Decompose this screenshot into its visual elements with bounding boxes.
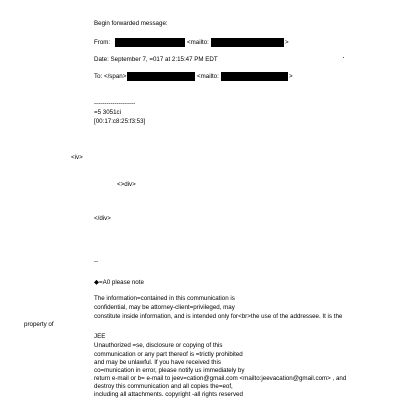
from-close: >: [285, 39, 289, 46]
mac-address-line: [00:17:c8:25:f3:53]: [94, 118, 146, 125]
dash-line: --------------------: [94, 100, 136, 107]
disclaimer-line-7: communication or any part thereof is =trictly prohibited: [94, 351, 243, 358]
note-text: =A0 please note: [99, 279, 144, 286]
redaction-from-name: [115, 38, 185, 47]
disclaimer-line-11: destroy this communication and all copies the=eof,: [94, 383, 233, 390]
disclaimer-line-4: property of: [24, 321, 54, 328]
redaction-to-name: [127, 72, 195, 81]
from-label: From:: [94, 39, 111, 46]
disclaimer-line-12: including all attachments. copyright -all rights reserved: [94, 391, 243, 398]
div-close-fragment: </div>: [94, 215, 111, 222]
iv-fragment: <iv>: [71, 154, 83, 161]
disclaimer-line-6: Unauthorized =se, disclosure or copying of this: [94, 342, 223, 349]
disclaimer-line-8: and may be unlawful. If you have received this: [94, 359, 221, 366]
disclaimer-line-5: JEE: [94, 333, 106, 340]
stray-mark: [343, 57, 344, 58]
div-open-fragment: <>div>: [117, 181, 136, 188]
disclaimer-line-3: constitute inside information, and is intended only for<br>the use of the addressee. It is the: [94, 313, 343, 320]
disclaimer-line-10: return e-mail or b= e-mail to jeev=cation@gmail.com <mailto:jeevacation@gmail.com> , and: [94, 375, 347, 382]
redaction-to-email: [221, 72, 288, 81]
disclaimer-line-1: The information=contained in this communication is: [94, 295, 235, 302]
to-label: To: </span>: [94, 73, 127, 80]
to-mailto: <mailto:: [197, 73, 219, 80]
forward-header: Begin forwarded message:: [94, 20, 168, 27]
redaction-from-email: [211, 38, 284, 47]
disclaimer-line-2: confidential, may be attorney-client=privileged, may: [94, 304, 235, 311]
from-mailto: <mailto:: [187, 39, 209, 46]
date-line: Date: September 7, =017 at 2:15:47 PM EDT: [94, 56, 218, 63]
note-line: [94, 278, 144, 287]
double-dash: --: [94, 258, 99, 265]
code-line: =5 3051ci: [94, 109, 122, 116]
disclaimer-line-9: co=munication in error, please notify us immediately by: [94, 367, 245, 374]
replacement-char-icon: ◆: [94, 278, 99, 286]
to-close: >: [289, 73, 293, 80]
